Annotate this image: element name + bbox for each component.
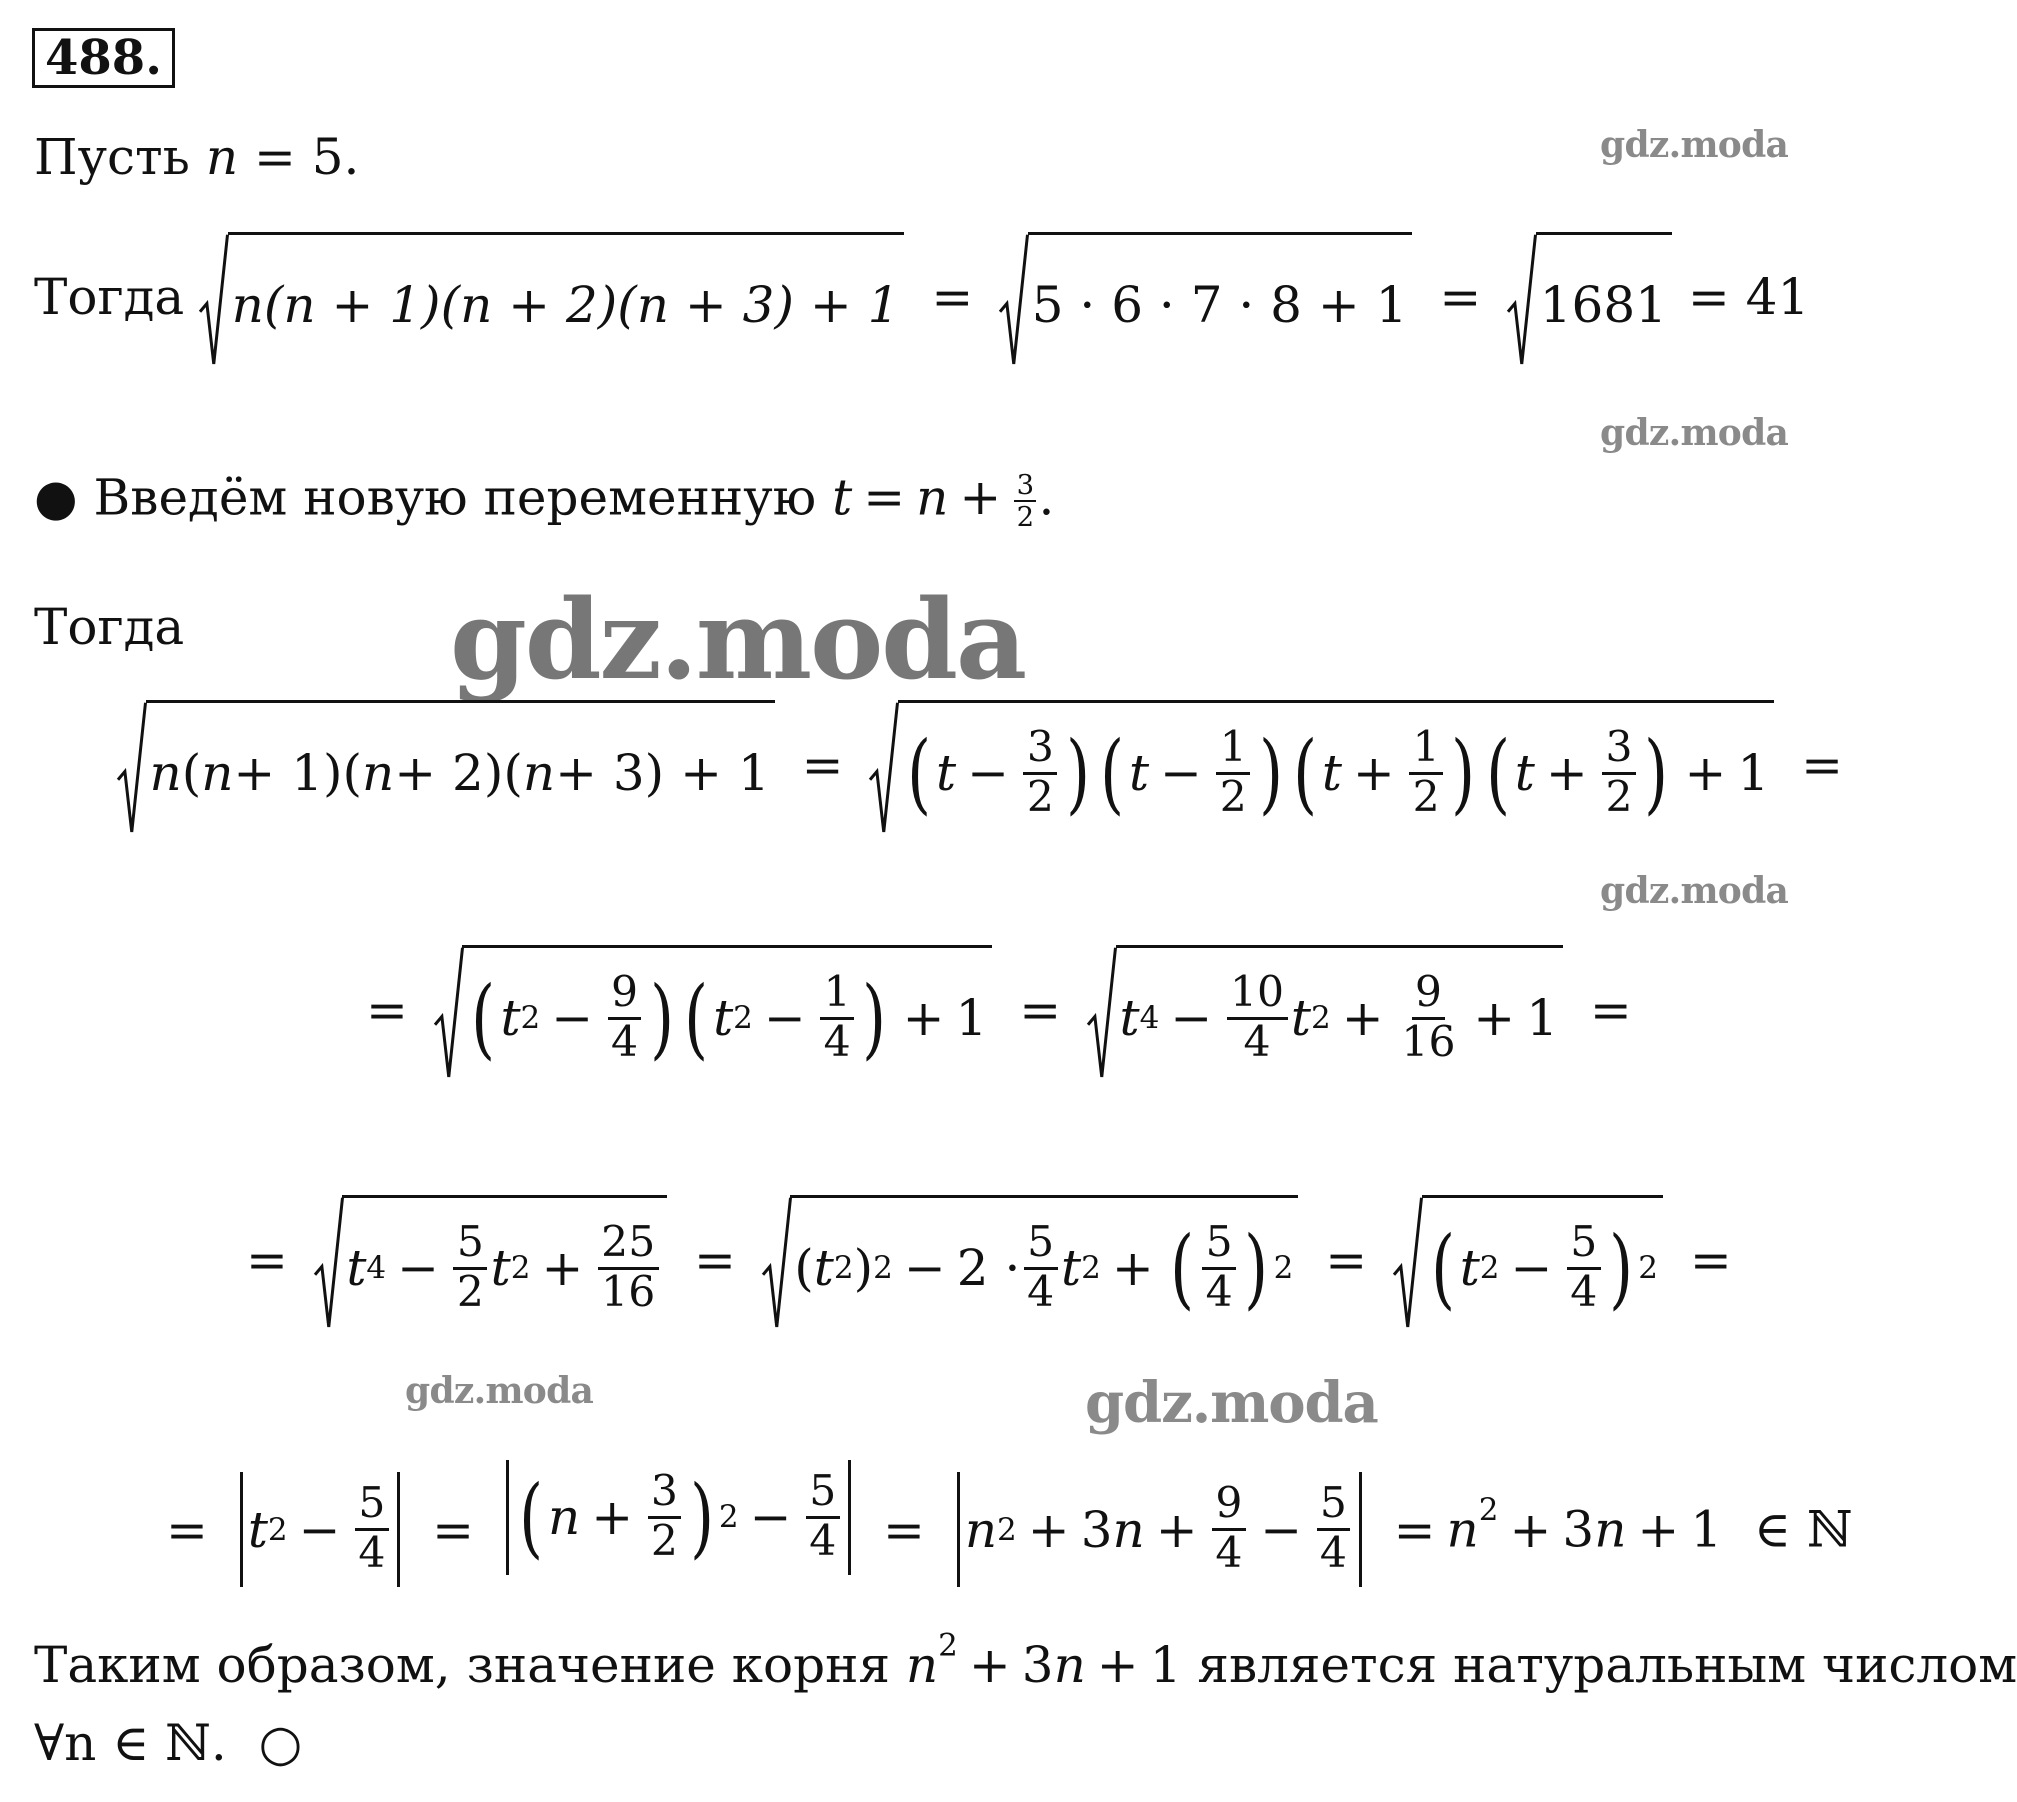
watermark: gdz.moda xyxy=(405,1370,594,1412)
watermark: gdz.moda xyxy=(1085,1370,1378,1436)
end-of-proof-mark: ○ xyxy=(258,1714,303,1772)
watermark: gdz.moda xyxy=(1600,870,1789,912)
sqrt: n(n + 1)(n + 2)(n + 3) + 1 xyxy=(200,232,904,370)
equation-row-2: = ( t 2 − $\frac{9}{4}$ ) ( t 2 − $\frac{1}{4}$ ) + 1 = t 4 − $\frac{10}{4}$ t 2 + $\frac{9}{16}$ + 1 = xyxy=(355,945,1643,1083)
conclusion-line-1: Таким образом, значение корня $n^2 + 3n + 1$ является натуральным числом xyxy=(34,1627,2017,1694)
problem-number: 488. xyxy=(32,28,175,88)
equation-row-1: n ( n + 1)( n + 2)( n + 3) + 1 = ( t − $\frac{3}{2}$ ) ( t − $\frac{1}{2}$ ) ( t + $\frac{1}{2}$ ) ( t + $\frac{3}{2}$ ) + 1 = xyxy=(118,700,1854,838)
line-substitution: Тогда n(n + 1)(n + 2)(n + 3) + 1 = 5 · 6 · 7 · 8 + 1 = 1681 = 41 xyxy=(34,232,1809,370)
equation-row-3: = t 4 − $\frac{5}{2}$ t 2 + $\frac{25}{16}$ = ( t 2 ) 2 − 2 · $\frac{5}{4}$ t 2 + ( $\frac{5}{4}$ ) 2 = ( t 2 − $\frac{5}{4}$ ) 2 = xyxy=(235,1195,1743,1333)
watermark: gdz.moda xyxy=(450,575,1025,704)
sqrt: 5 · 6 · 7 · 8 + 1 xyxy=(1000,232,1412,370)
watermark: gdz.moda xyxy=(1600,412,1789,454)
equation-row-4: = t 2 − $\frac{5}{4}$ = ( n + $\frac{3}{2}$ ) 2 − $\frac{5}{4}$ = n 2 + 3 n + $\frac{9}{4}$ − $\frac{5}{4}$ = $n^2 + 3n + 1$ ∈ ℕ xyxy=(155,1460,1853,1587)
conclusion-line-2: ∀n ∈ ℕ. ○ xyxy=(34,1714,303,1772)
line-then: Тогда xyxy=(34,598,185,656)
sqrt: 1681 xyxy=(1508,232,1672,370)
line-new-variable: ● Введём новую переменную t = n + $\frac{3}{2}$ . xyxy=(34,468,1055,534)
watermark: gdz.moda xyxy=(1600,124,1789,166)
line-let-n: Пусть n = 5. xyxy=(34,128,360,186)
